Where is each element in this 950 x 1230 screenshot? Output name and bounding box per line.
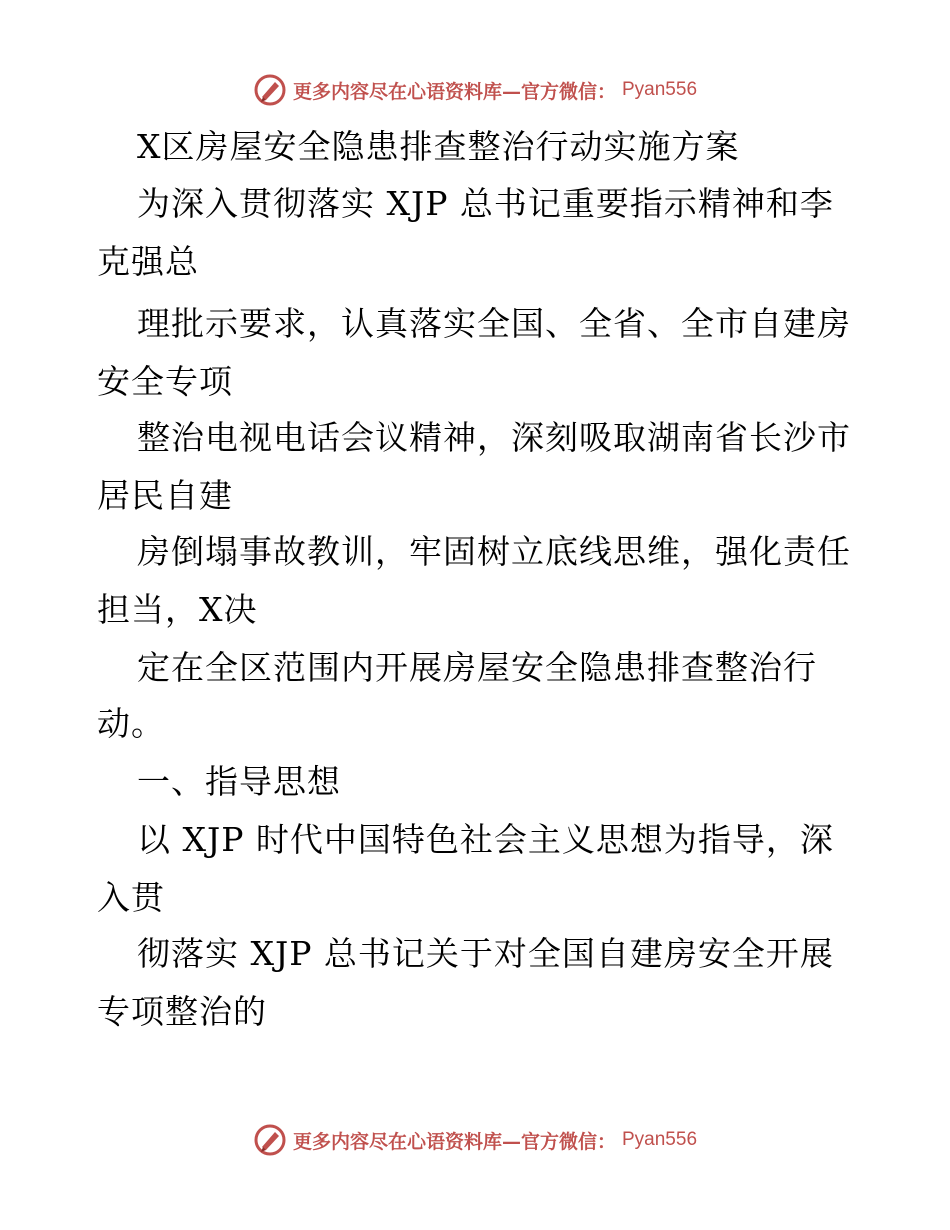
paragraph-line: 居民自建 (97, 476, 233, 515)
paragraph-line: 定在全区范围内开展房屋安全隐患排查整治行 (137, 648, 817, 687)
watermark-text: 更多内容尽在心语资料库—官方微信： (292, 1130, 616, 1153)
paragraph-line: 担当，X决 (97, 590, 258, 629)
watermark-contact: Pyan556 (622, 1129, 698, 1150)
paragraph-line: 安全专项 (97, 362, 233, 401)
paragraph-line: 彻落实 XJP 总书记关于对全国自建房安全开展 (137, 934, 834, 973)
watermark-text: 更多内容尽在心语资料库—官方微信： (292, 80, 616, 103)
paragraph-line: 以 XJP 时代中国特色社会主义思想为指导，深 (137, 820, 834, 859)
paragraph-line: 动。 (97, 704, 165, 743)
paragraph-line: 整治电视电话会议精神，深刻吸取湖南省长沙市 (137, 418, 851, 457)
paragraph-line: 入贯 (97, 878, 165, 917)
pen-nib-logo-icon (253, 73, 287, 107)
paragraph-line: 理批示要求，认真落实全国、全省、全市自建房 (137, 304, 851, 343)
pen-nib-logo-icon (253, 1123, 287, 1157)
section-heading: 一、指导思想 (137, 762, 341, 801)
footer-watermark (0, 1120, 950, 1160)
paragraph-line: 克强总 (97, 242, 199, 281)
header-watermark (0, 70, 950, 110)
watermark-contact: Pyan556 (622, 79, 698, 100)
paragraph-line: 房倒塌事故教训，牢固树立底线思维，强化责任 (137, 532, 851, 571)
document-title: X区房屋安全隐患排查整治行动实施方案 (137, 127, 740, 166)
paragraph-line: 专项整治的 (97, 992, 267, 1031)
paragraph-line: 为深入贯彻落实 XJP 总书记重要指示精神和李 (137, 184, 834, 223)
